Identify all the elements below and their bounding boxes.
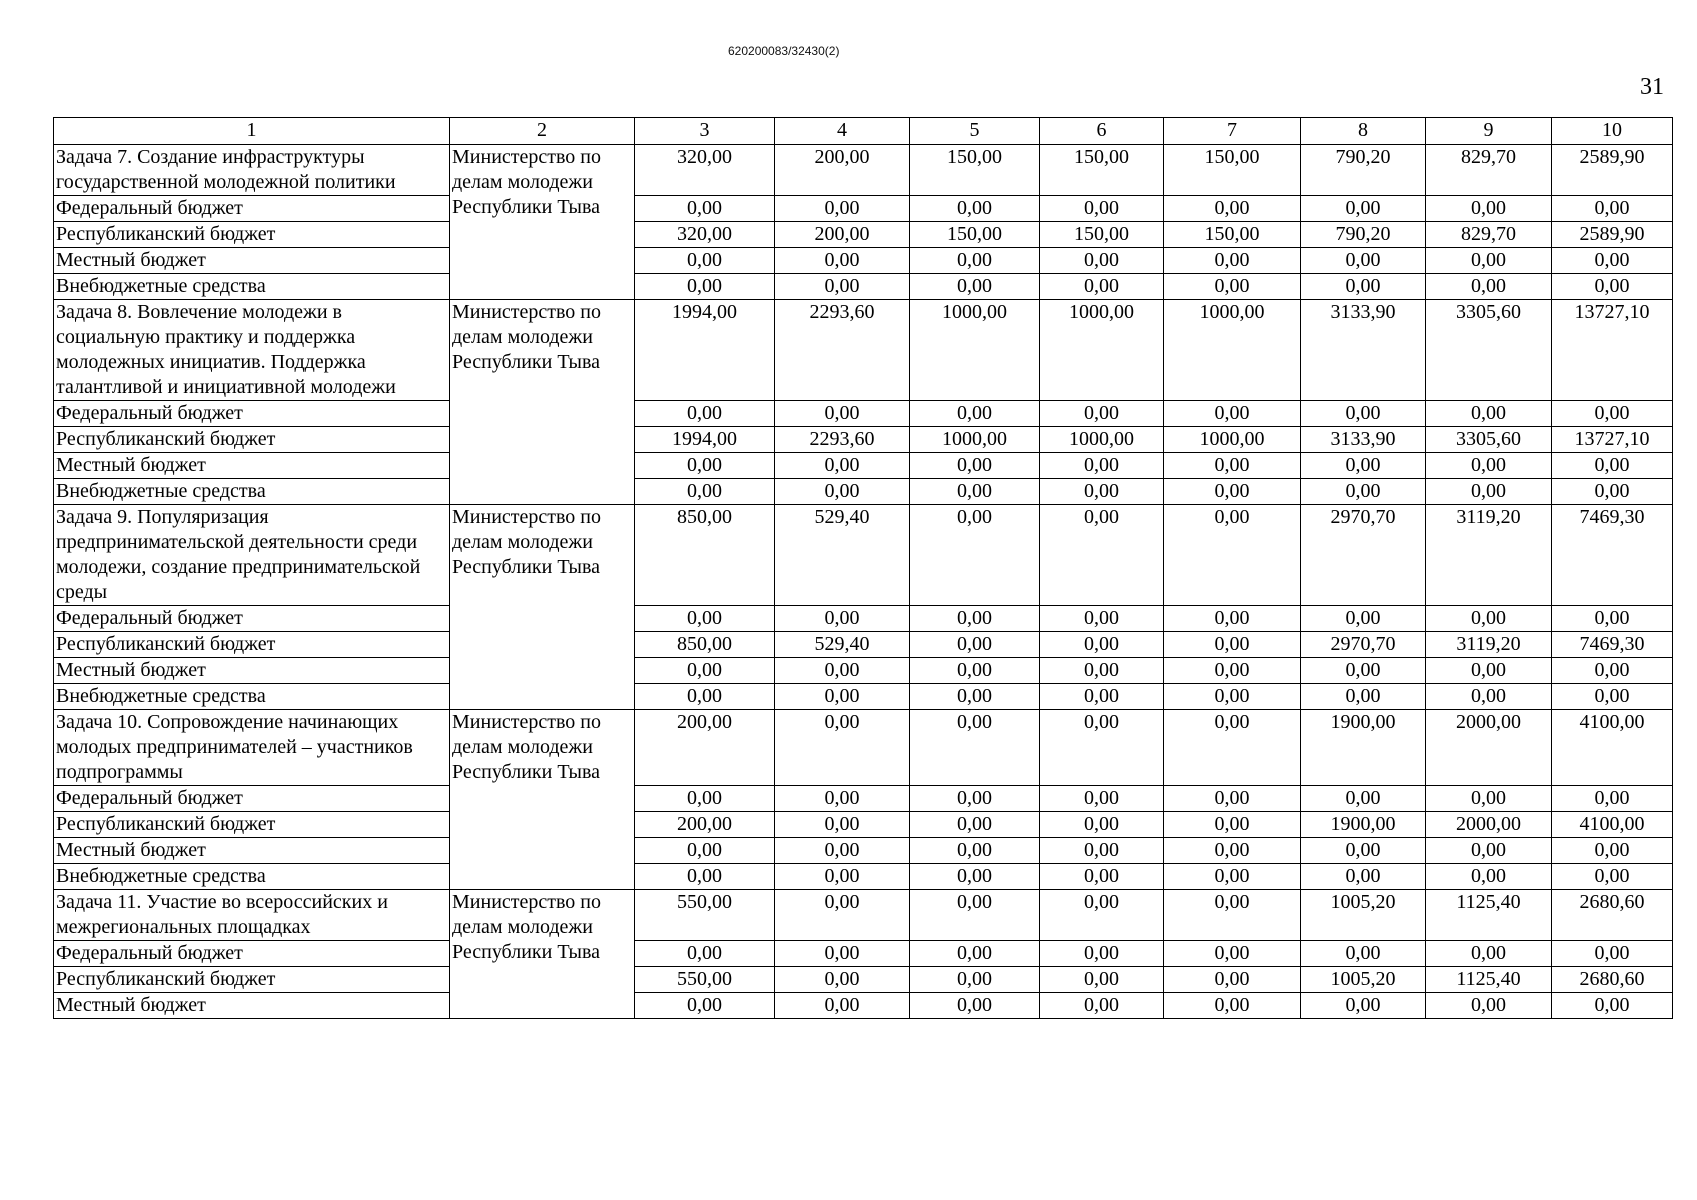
budget-value: 0,00: [1164, 606, 1301, 632]
budget-value: 0,00: [1164, 838, 1301, 864]
budget-value: 200,00: [775, 222, 910, 248]
task-total-value: 829,70: [1426, 145, 1552, 196]
budget-value: 0,00: [1426, 248, 1552, 274]
responsible-executor: Министерство по делам молодежи Республики Тыва: [450, 145, 635, 300]
budget-value: 0,00: [1301, 786, 1426, 812]
budget-value: 0,00: [1164, 993, 1301, 1019]
budget-value: 0,00: [1426, 864, 1552, 890]
task-total-value: 2970,70: [1301, 505, 1426, 606]
budget-source-label: Республиканский бюджет: [54, 427, 450, 453]
task-total-value: 3119,20: [1426, 505, 1552, 606]
budget-value: 0,00: [910, 453, 1040, 479]
budget-value: 0,00: [1164, 401, 1301, 427]
budget-value: 1125,40: [1426, 967, 1552, 993]
budget-value: 0,00: [635, 864, 775, 890]
budget-value: 0,00: [910, 274, 1040, 300]
task-total-value: 1900,00: [1301, 710, 1426, 786]
budget-value: 0,00: [775, 606, 910, 632]
task-total-value: 0,00: [910, 505, 1040, 606]
column-header: 10: [1552, 118, 1673, 145]
budget-source-row: [54, 453, 1673, 479]
budget-value: 0,00: [1301, 864, 1426, 890]
budget-value: 0,00: [1040, 658, 1164, 684]
budget-value: 0,00: [635, 838, 775, 864]
budget-value: 0,00: [910, 967, 1040, 993]
budget-source-label: Местный бюджет: [54, 658, 450, 684]
column-header: 2: [450, 118, 635, 145]
budget-table: [53, 117, 1673, 1019]
column-header: 5: [910, 118, 1040, 145]
budget-value: 0,00: [910, 786, 1040, 812]
budget-value: 0,00: [775, 196, 910, 222]
budget-value: 0,00: [1301, 941, 1426, 967]
budget-value: 0,00: [1164, 196, 1301, 222]
budget-source-row: [54, 684, 1673, 710]
budget-value: 0,00: [1040, 606, 1164, 632]
task-total-value: 790,20: [1301, 145, 1426, 196]
budget-value: 200,00: [635, 812, 775, 838]
budget-value: 0,00: [910, 941, 1040, 967]
budget-value: 0,00: [635, 658, 775, 684]
budget-value: 0,00: [1040, 684, 1164, 710]
budget-source-label: Республиканский бюджет: [54, 812, 450, 838]
task-total-value: 850,00: [635, 505, 775, 606]
budget-source-row: [54, 864, 1673, 890]
task-total-value: 150,00: [1040, 145, 1164, 196]
budget-value: 0,00: [910, 632, 1040, 658]
budget-value: 0,00: [1552, 401, 1673, 427]
budget-value: 0,00: [635, 606, 775, 632]
budget-source-row: [54, 941, 1673, 967]
budget-value: 0,00: [635, 274, 775, 300]
task-total-value: 3133,90: [1301, 300, 1426, 401]
budget-value: 0,00: [635, 786, 775, 812]
task-row: [54, 710, 1673, 786]
task-total-value: 1005,20: [1301, 890, 1426, 941]
responsible-executor: Министерство по делам молодежи Республики Тыва: [450, 505, 635, 710]
budget-value: 0,00: [1164, 274, 1301, 300]
budget-value: 0,00: [1552, 196, 1673, 222]
budget-source-row: [54, 427, 1673, 453]
budget-value: 0,00: [1426, 941, 1552, 967]
budget-value: 0,00: [635, 401, 775, 427]
budget-value: 0,00: [1301, 993, 1426, 1019]
budget-value: 7469,30: [1552, 632, 1673, 658]
task-row: [54, 505, 1673, 606]
responsible-executor: Министерство по делам молодежи Республики Тыва: [450, 890, 635, 1019]
budget-source-label: Внебюджетные средства: [54, 274, 450, 300]
task-total-value: 1000,00: [910, 300, 1040, 401]
budget-value: 0,00: [1552, 838, 1673, 864]
budget-value: 0,00: [1301, 453, 1426, 479]
budget-value: 0,00: [775, 864, 910, 890]
task-total-value: 0,00: [910, 710, 1040, 786]
budget-value: 0,00: [1426, 196, 1552, 222]
budget-value: 0,00: [910, 248, 1040, 274]
task-row: [54, 145, 1673, 196]
budget-value: 1000,00: [1164, 427, 1301, 453]
column-header: 1: [54, 118, 450, 145]
budget-value: 529,40: [775, 632, 910, 658]
budget-value: 0,00: [635, 684, 775, 710]
budget-value: 0,00: [1552, 274, 1673, 300]
task-title: Задача 8. Вовлечение молодежи в социальную практику и поддержка молодежных инициатив. Поддержка талантливой и инициативной молодежи: [54, 300, 450, 401]
budget-value: 0,00: [1426, 479, 1552, 505]
budget-value: 3133,90: [1301, 427, 1426, 453]
task-total-value: 1000,00: [1040, 300, 1164, 401]
responsible-executor: Министерство по делам молодежи Республики Тыва: [450, 710, 635, 890]
budget-value: 3119,20: [1426, 632, 1552, 658]
budget-value: 1000,00: [1040, 427, 1164, 453]
task-total-value: 0,00: [910, 890, 1040, 941]
budget-value: 1005,20: [1301, 967, 1426, 993]
budget-value: 0,00: [635, 993, 775, 1019]
budget-value: 0,00: [1040, 453, 1164, 479]
budget-value: 0,00: [1301, 248, 1426, 274]
task-title: Задача 9. Популяризация предпринимательской деятельности среди молодежи, создание предпринимательской среды: [54, 505, 450, 606]
budget-value: 0,00: [1040, 786, 1164, 812]
task-total-value: 0,00: [1164, 890, 1301, 941]
budget-source-row: [54, 401, 1673, 427]
budget-value: 0,00: [775, 401, 910, 427]
budget-value: 0,00: [1301, 401, 1426, 427]
budget-source-row: [54, 222, 1673, 248]
budget-value: 0,00: [1040, 838, 1164, 864]
budget-value: 0,00: [910, 196, 1040, 222]
budget-value: 0,00: [775, 838, 910, 864]
budget-value: 0,00: [1040, 941, 1164, 967]
budget-value: 2293,60: [775, 427, 910, 453]
budget-value: 0,00: [1040, 632, 1164, 658]
column-header: 3: [635, 118, 775, 145]
budget-source-label: Республиканский бюджет: [54, 222, 450, 248]
budget-value: 0,00: [1552, 479, 1673, 505]
budget-value: 0,00: [1164, 453, 1301, 479]
budget-value: 0,00: [775, 993, 910, 1019]
budget-value: 0,00: [1301, 838, 1426, 864]
task-total-value: 7469,30: [1552, 505, 1673, 606]
budget-value: 0,00: [635, 941, 775, 967]
budget-source-row: [54, 632, 1673, 658]
task-total-value: 2293,60: [775, 300, 910, 401]
budget-value: 0,00: [910, 606, 1040, 632]
budget-source-label: Федеральный бюджет: [54, 401, 450, 427]
budget-source-label: Местный бюджет: [54, 993, 450, 1019]
budget-value: 0,00: [910, 658, 1040, 684]
task-total-value: 2680,60: [1552, 890, 1673, 941]
budget-value: 0,00: [1164, 684, 1301, 710]
budget-value: 0,00: [1040, 248, 1164, 274]
document-stamp: 620200083/32430(2): [728, 44, 840, 58]
task-total-value: 3305,60: [1426, 300, 1552, 401]
task-total-value: 1994,00: [635, 300, 775, 401]
budget-value: 0,00: [775, 684, 910, 710]
column-header: 6: [1040, 118, 1164, 145]
budget-source-label: Местный бюджет: [54, 248, 450, 274]
budget-value: 0,00: [1040, 196, 1164, 222]
task-total-value: 0,00: [775, 890, 910, 941]
budget-value: 0,00: [1301, 606, 1426, 632]
task-total-value: 2589,90: [1552, 145, 1673, 196]
budget-value: 0,00: [1552, 453, 1673, 479]
budget-source-row: [54, 606, 1673, 632]
budget-value: 0,00: [1426, 453, 1552, 479]
budget-value: 0,00: [1552, 786, 1673, 812]
budget-value: 0,00: [1164, 967, 1301, 993]
budget-value: 0,00: [1040, 967, 1164, 993]
budget-source-label: Местный бюджет: [54, 838, 450, 864]
task-total-value: 4100,00: [1552, 710, 1673, 786]
task-title: Задача 7. Создание инфраструктуры государственной молодежной политики: [54, 145, 450, 196]
budget-value: 150,00: [1164, 222, 1301, 248]
budget-value: 0,00: [775, 453, 910, 479]
budget-value: 0,00: [775, 941, 910, 967]
budget-value: 0,00: [910, 812, 1040, 838]
budget-value: 0,00: [910, 401, 1040, 427]
page-number: 31: [1640, 74, 1664, 100]
budget-source-label: Местный бюджет: [54, 453, 450, 479]
budget-value: 0,00: [1301, 274, 1426, 300]
budget-value: 0,00: [775, 786, 910, 812]
budget-source-row: [54, 786, 1673, 812]
task-total-value: 1125,40: [1426, 890, 1552, 941]
budget-value: 13727,10: [1552, 427, 1673, 453]
budget-value: 0,00: [1552, 684, 1673, 710]
budget-value: 0,00: [910, 479, 1040, 505]
budget-value: 320,00: [635, 222, 775, 248]
budget-value: 2589,90: [1552, 222, 1673, 248]
budget-value: 0,00: [1301, 658, 1426, 684]
budget-source-label: Республиканский бюджет: [54, 632, 450, 658]
budget-source-row: [54, 967, 1673, 993]
budget-value: 790,20: [1301, 222, 1426, 248]
task-total-value: 0,00: [1040, 710, 1164, 786]
budget-value: 0,00: [635, 479, 775, 505]
budget-value: 0,00: [1426, 274, 1552, 300]
budget-value: 0,00: [1164, 812, 1301, 838]
budget-value: 0,00: [1426, 684, 1552, 710]
budget-value: 0,00: [1301, 684, 1426, 710]
budget-value: 0,00: [1040, 401, 1164, 427]
budget-value: 0,00: [1426, 993, 1552, 1019]
budget-source-label: Республиканский бюджет: [54, 967, 450, 993]
budget-value: 0,00: [1552, 941, 1673, 967]
budget-value: 1000,00: [910, 427, 1040, 453]
budget-value: 0,00: [635, 196, 775, 222]
budget-value: 2680,60: [1552, 967, 1673, 993]
task-total-value: 0,00: [775, 710, 910, 786]
budget-source-row: [54, 274, 1673, 300]
budget-value: 0,00: [1164, 632, 1301, 658]
task-total-value: 200,00: [775, 145, 910, 196]
task-total-value: 1000,00: [1164, 300, 1301, 401]
budget-value: 1900,00: [1301, 812, 1426, 838]
budget-value: 0,00: [1040, 274, 1164, 300]
budget-value: 0,00: [1552, 248, 1673, 274]
task-total-value: 2000,00: [1426, 710, 1552, 786]
column-header: 4: [775, 118, 910, 145]
budget-value: 0,00: [775, 479, 910, 505]
budget-value: 0,00: [1040, 864, 1164, 890]
budget-value: 850,00: [635, 632, 775, 658]
budget-source-label: Федеральный бюджет: [54, 196, 450, 222]
budget-value: 0,00: [775, 658, 910, 684]
budget-value: 0,00: [910, 838, 1040, 864]
budget-value: 0,00: [910, 684, 1040, 710]
task-total-value: 550,00: [635, 890, 775, 941]
task-title: Задача 10. Сопровождение начинающих молодых предпринимателей – участников подпрограммы: [54, 710, 450, 786]
budget-value: 0,00: [1164, 479, 1301, 505]
task-total-value: 0,00: [1040, 890, 1164, 941]
budget-value: 0,00: [1164, 864, 1301, 890]
column-header: 7: [1164, 118, 1301, 145]
budget-value: 0,00: [1164, 658, 1301, 684]
responsible-executor: Министерство по делам молодежи Республики Тыва: [450, 300, 635, 505]
task-total-value: 150,00: [910, 145, 1040, 196]
budget-value: 0,00: [1040, 993, 1164, 1019]
budget-source-label: Федеральный бюджет: [54, 606, 450, 632]
task-total-value: 0,00: [1040, 505, 1164, 606]
budget-value: 0,00: [1040, 479, 1164, 505]
budget-value: 0,00: [1552, 864, 1673, 890]
budget-value: 0,00: [1426, 658, 1552, 684]
budget-value: 0,00: [1552, 658, 1673, 684]
budget-value: 0,00: [1552, 993, 1673, 1019]
budget-value: 0,00: [910, 864, 1040, 890]
budget-source-row: [54, 479, 1673, 505]
budget-value: 550,00: [635, 967, 775, 993]
budget-value: 150,00: [910, 222, 1040, 248]
budget-value: 829,70: [1426, 222, 1552, 248]
budget-value: 0,00: [775, 967, 910, 993]
budget-source-label: Внебюджетные средства: [54, 864, 450, 890]
budget-source-row: [54, 658, 1673, 684]
budget-value: 0,00: [775, 812, 910, 838]
budget-value: 0,00: [1552, 606, 1673, 632]
budget-value: 0,00: [775, 274, 910, 300]
task-row: [54, 890, 1673, 941]
task-total-value: 320,00: [635, 145, 775, 196]
budget-value: 0,00: [775, 248, 910, 274]
column-header: 8: [1301, 118, 1426, 145]
task-total-value: 0,00: [1164, 710, 1301, 786]
budget-source-label: Внебюджетные средства: [54, 479, 450, 505]
budget-value: 0,00: [635, 453, 775, 479]
budget-value: 0,00: [1164, 248, 1301, 274]
budget-value: 0,00: [910, 993, 1040, 1019]
budget-source-row: [54, 838, 1673, 864]
task-total-value: 150,00: [1164, 145, 1301, 196]
task-total-value: 529,40: [775, 505, 910, 606]
budget-value: 3305,60: [1426, 427, 1552, 453]
budget-source-row: [54, 993, 1673, 1019]
task-total-value: 13727,10: [1552, 300, 1673, 401]
budget-value: 1994,00: [635, 427, 775, 453]
budget-value: 0,00: [1301, 196, 1426, 222]
budget-value: 2000,00: [1426, 812, 1552, 838]
budget-value: 0,00: [1040, 812, 1164, 838]
task-row: [54, 300, 1673, 401]
budget-value: 0,00: [1164, 941, 1301, 967]
budget-value: 0,00: [1426, 786, 1552, 812]
budget-value: 0,00: [1426, 838, 1552, 864]
task-title: Задача 11. Участие во всероссийских и межрегиональных площадках: [54, 890, 450, 941]
budget-value: 2970,70: [1301, 632, 1426, 658]
budget-source-row: [54, 196, 1673, 222]
budget-value: 0,00: [635, 248, 775, 274]
column-number-row: [54, 118, 1673, 145]
budget-source-label: Внебюджетные средства: [54, 684, 450, 710]
budget-value: 0,00: [1426, 401, 1552, 427]
budget-value: 4100,00: [1552, 812, 1673, 838]
budget-source-label: Федеральный бюджет: [54, 941, 450, 967]
task-total-value: 200,00: [635, 710, 775, 786]
budget-source-label: Федеральный бюджет: [54, 786, 450, 812]
budget-value: 150,00: [1040, 222, 1164, 248]
budget-value: 0,00: [1164, 786, 1301, 812]
budget-value: 0,00: [1426, 606, 1552, 632]
budget-source-row: [54, 812, 1673, 838]
task-total-value: 0,00: [1164, 505, 1301, 606]
budget-source-row: [54, 248, 1673, 274]
column-header: 9: [1426, 118, 1552, 145]
budget-value: 0,00: [1301, 479, 1426, 505]
